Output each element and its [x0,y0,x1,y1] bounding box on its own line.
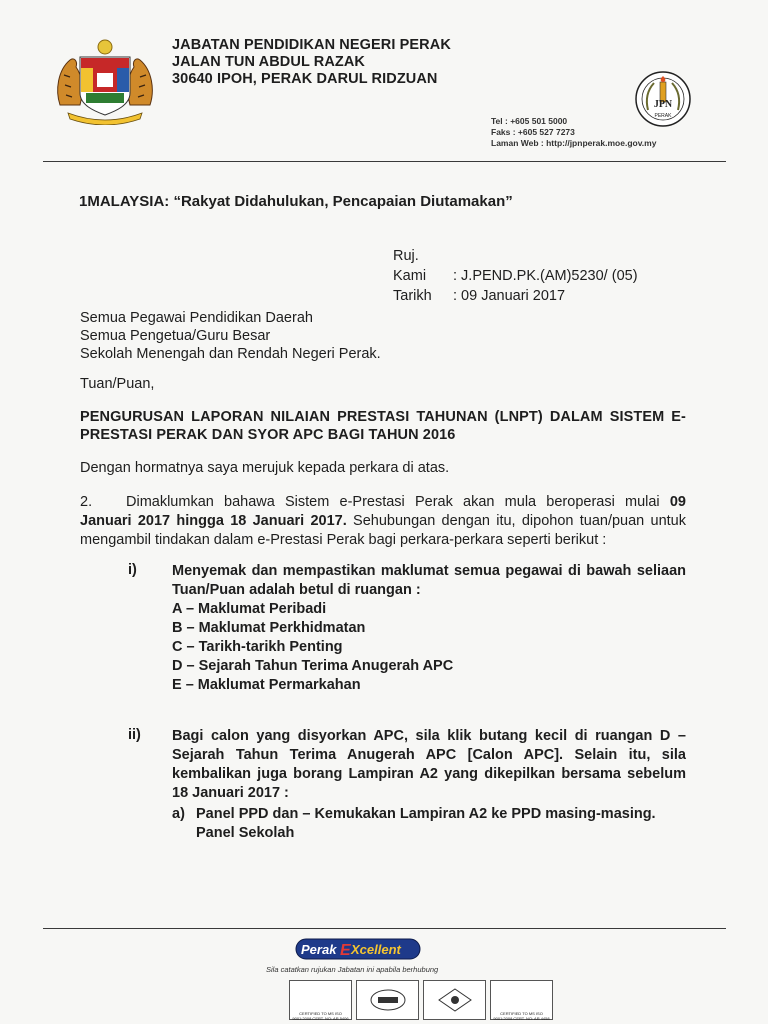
perak-excellent-logo [295,936,421,967]
telephone: Tel : +605 501 5000 [491,116,568,126]
jpn-logo-text: PERAK [654,113,672,119]
logo-word-xcellent: Xcellent [351,942,401,957]
list-item: D – Sejarah Tahun Terima Anugerah APC [172,658,454,674]
recipient-block [80,309,381,363]
ruj-value: : J.PEND.PK.(AM)5230/ (05) [453,268,638,284]
agency-name: JABATAN PENDIDIKAN NEGERI PERAK [172,37,451,53]
paragraph-2-text-b: Sehubungan dengan itu, dipohon tuan/puan untuk mengambil tindakan dalam e-Prestasi Perak bagi perkara-perkara seperti berikut : [80,513,686,548]
sub-item-line-1: Panel PPD dan – Kemukakan Lampiran A2 ke PPD masing-masing. [196,806,656,822]
recipient-line: Semua Pengetua/Guru Besar [80,328,271,344]
item-1 [172,562,686,695]
list-item: B – Maklumat Perkhidmatan [172,620,366,636]
salutation: Tuan/Puan, [80,376,155,392]
reference-block [393,246,638,306]
footer-note: Sila catatkan rujukan Jabatan ini apabila berhubung [266,965,439,974]
paragraph-1: Dengan hormatnya saya merujuk kepada perkara di atas. [80,460,450,476]
logo-letter-e: E [340,942,351,959]
paragraph-2-text-a: Dimaklumkan bahawa Sistem e-Prestasi Perak akan mula beroperasi mulai [126,494,670,510]
subject-heading: PENGURUSAN LAPORAN NILAIAN PRESTASI TAHUNAN (LNPT) DALAM SISTEM E-PRESTASI PERAK DAN SYOR APC BAGI TAHUN 2016 [80,409,686,443]
item-2-text: Bagi calon yang disyorkan APC, sila klik butang kecil di ruangan D – Sejarah Tahun Terima Anugerah APC [Calon APC]. Selain itu, sila kembalikan juga borang Lampiran A2 yang dikepilkan bersama sebelum 18 Januari 2017 : [172,728,686,801]
list-item: C – Tarikh-tarikh Penting [172,639,343,655]
agency-address-block [172,37,451,88]
sub-item-label: a) [172,806,185,822]
contact-info [491,116,656,149]
certification-logos [289,980,553,1020]
footer-divider [43,928,726,929]
list-item: E – Maklumat Permarkahan [172,677,361,693]
header-divider [43,161,726,162]
agency-city: 30640 IPOH, PERAK DARUL RIDZUAN [172,71,438,87]
paragraph-2-dates: 09 Januari 2017 hingga 18 Januari 2017. [80,494,686,529]
item-1-number: i) [128,562,137,578]
website: Laman Web : http://jpnperak.moe.gov.my [491,138,657,148]
sirim-cert-badge [356,980,419,1020]
iso-cert-badge-2: CERTIFIED TO MS ISO 9001:2008 CERT. NO: AR 4458 [490,980,553,1020]
tarikh-value: : 09 Januari 2017 [453,288,566,304]
paragraph-2 [80,493,686,550]
coat-of-arms-logo [50,35,160,130]
logo-word-perak: Perak [301,942,337,957]
ruj-label: Ruj. Kami [393,248,427,284]
item-1-intro: Menyemak dan mempastikan maklumat semua pegawai di bawah seliaan Tuan/Puan adalah betul di ruangan : [172,563,686,598]
sub-item-line-2: Panel Sekolah [196,825,295,841]
list-item: A – Maklumat Peribadi [172,601,327,617]
paragraph-number: 2. [80,494,93,510]
item-2-number: ii) [128,727,141,743]
slogan: 1MALAYSIA: “Rakyat Didahulukan, Pencapaian Diutamakan” [79,193,513,210]
svg-text:JPN: JPN [653,99,673,110]
agency-street: JALAN TUN ABDUL RAZAK [172,54,366,70]
recipient-line: Semua Pegawai Pendidikan Daerah [80,310,313,326]
fax: Faks : +605 527 7273 [491,127,575,137]
recipient-line: Sekolah Menengah dan Rendah Negeri Perak. [80,346,381,362]
tarikh-label: Tarikh [393,288,432,304]
item-2-sub-a [172,805,686,843]
quality-cert-badge [423,980,486,1020]
iso-cert-badge: CERTIFIED TO MS ISO 9001:2008 CERT. NO: AR 5406 [289,980,352,1020]
